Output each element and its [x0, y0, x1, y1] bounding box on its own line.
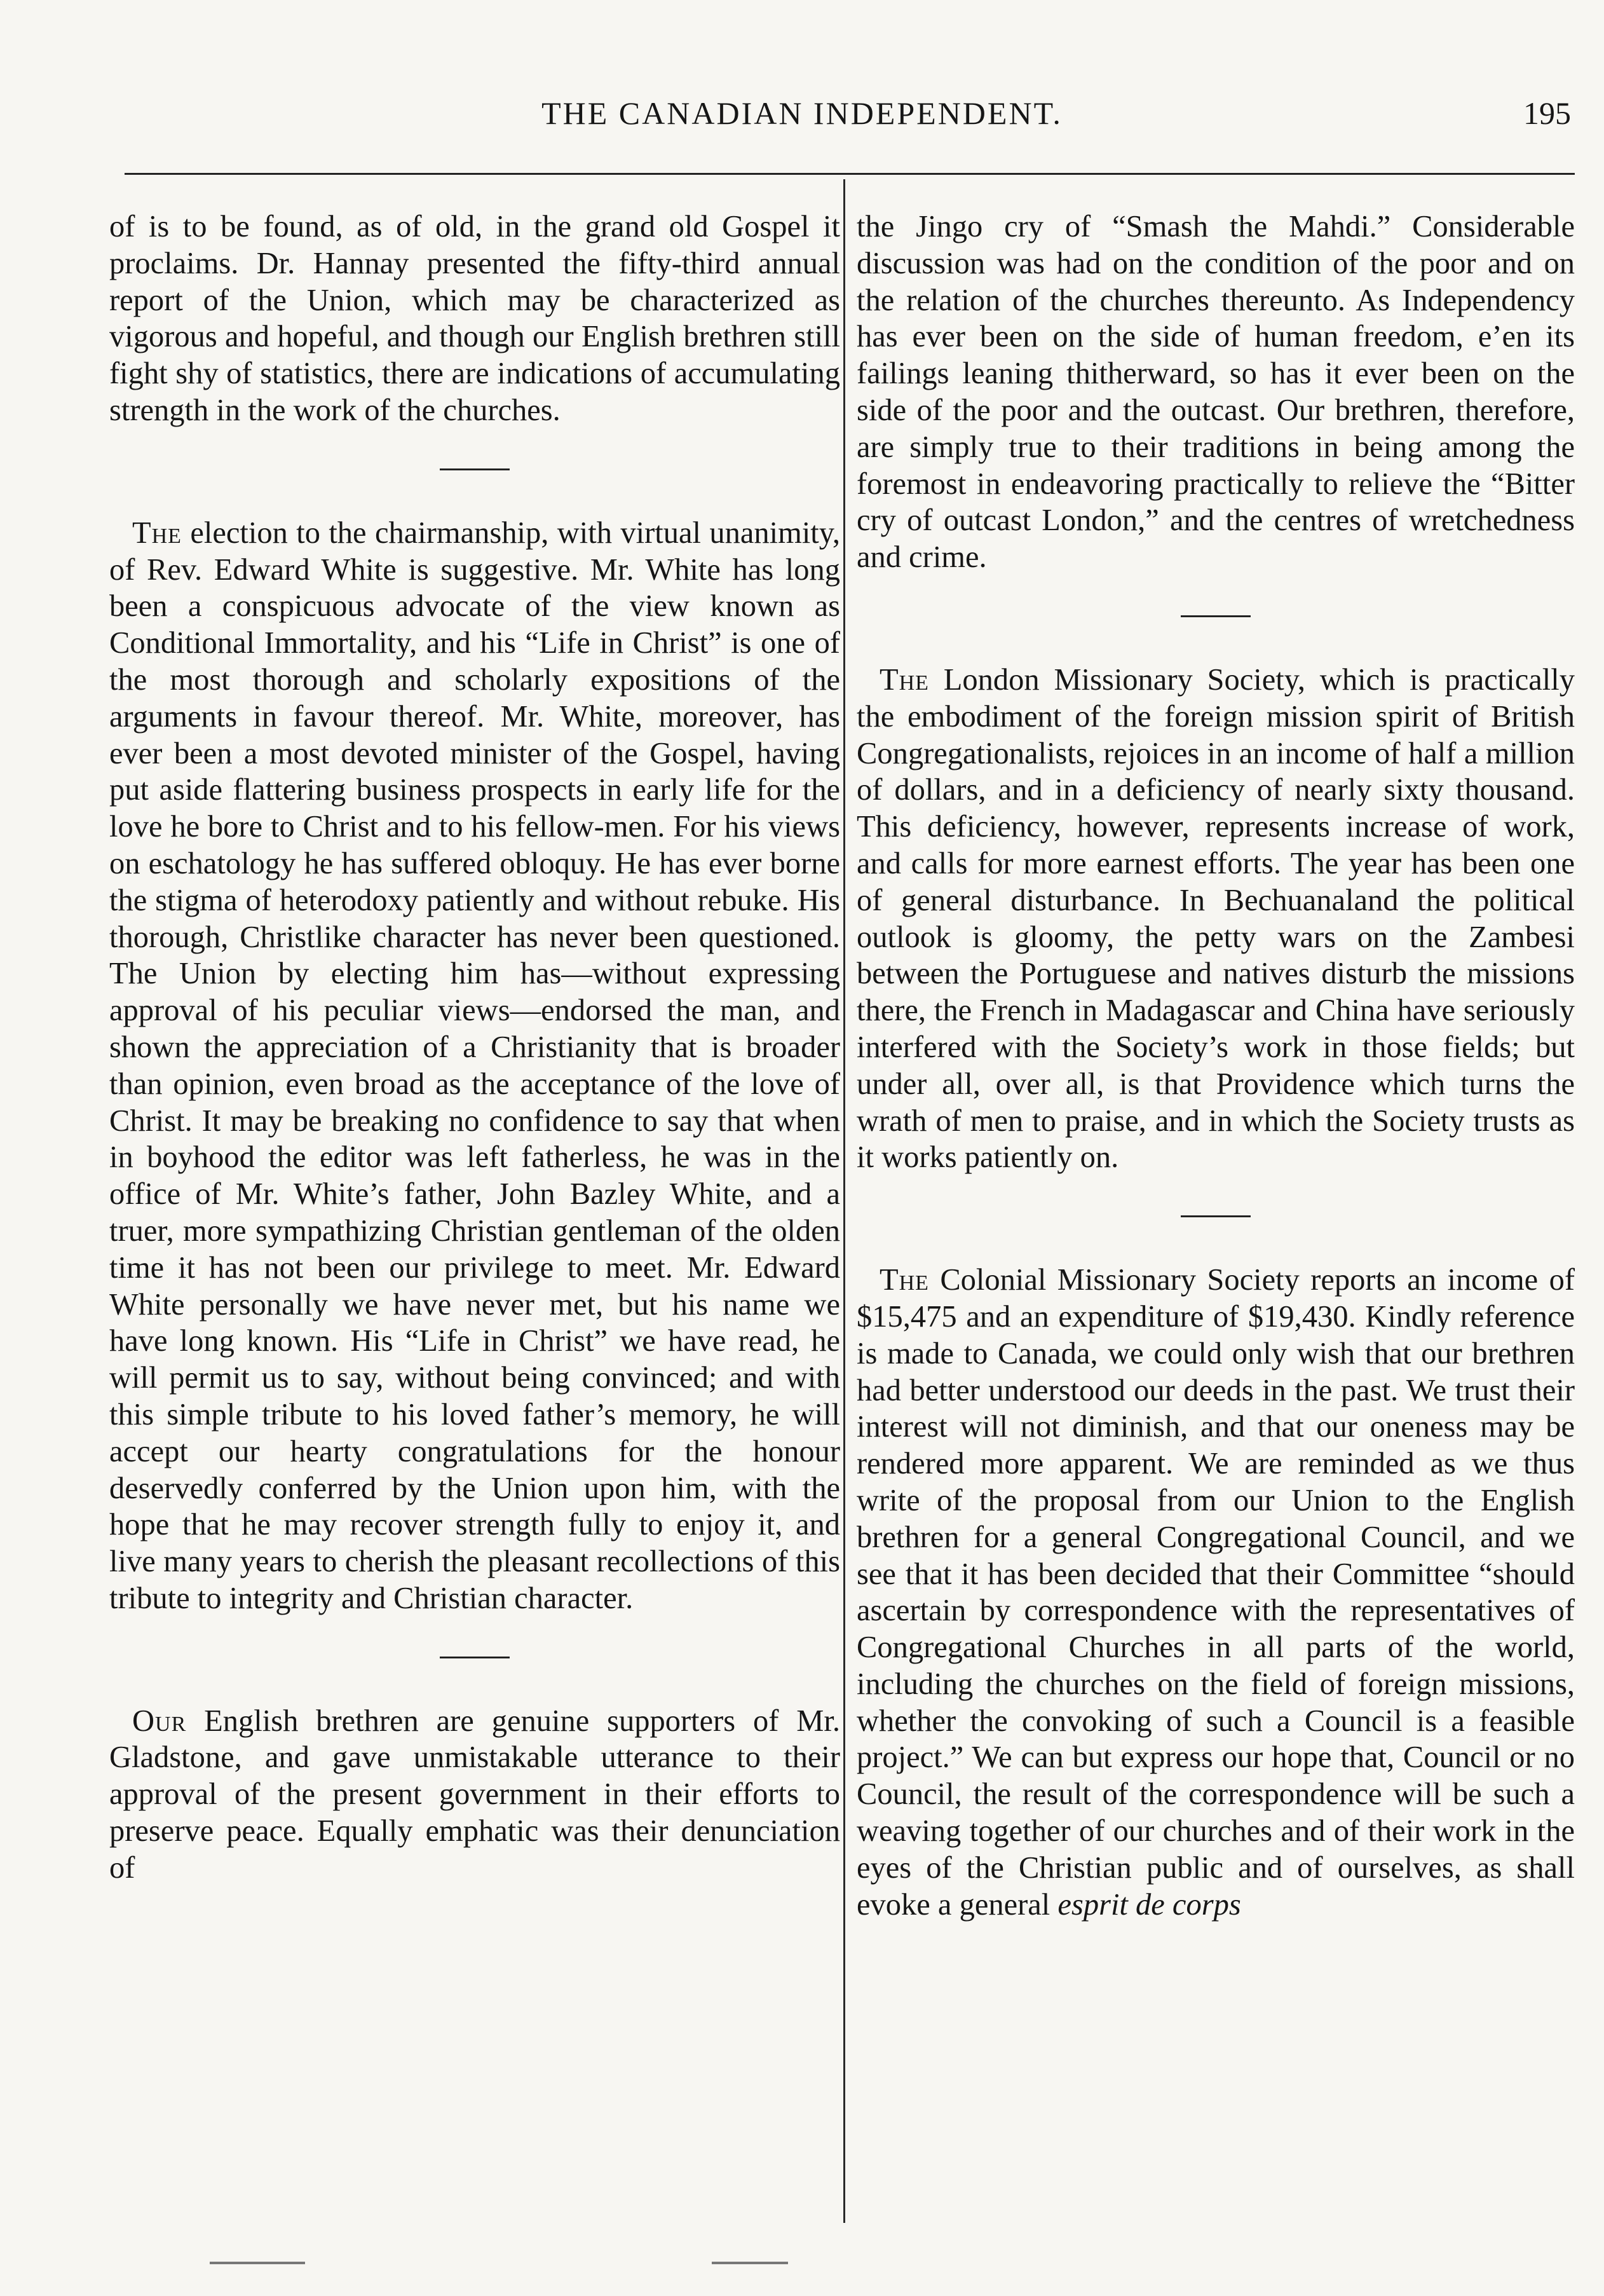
section-break: [440, 1657, 510, 1658]
left-paragraph-2: [109, 515, 840, 1617]
bottom-print-fragment: [210, 2262, 305, 2264]
section-break: [1181, 1215, 1251, 1217]
left-paragraph-1: [109, 208, 840, 429]
right-paragraph-3-text: Colonial Missionary Society reports an income of $15,475 and an expenditure of $19,430. Kindly reference is made to Canada, we could only wish that our brethren had better understood our deeds in the past. We trust their interest will not diminish, and that our oneness may be rendered more apparent. We are reminded as we thus write of the proposal from our Union to the English brethren for a general Congregational Council, and we see that it has been decided that their Committee “should ascertain by correspondence with the representatives of Congregational Churches in all parts of the world, including the churches on the field of foreign missions, whether the convoking of such a Council is a feasible project.” We can but express our hope that, Council or no Council, the result of the correspondence will be such a weaving together of our churches and of their work in the eyes of the Christian public and of ourselves, as shall evoke a general: [857, 1263, 1575, 1922]
section-break: [440, 468, 510, 470]
left-paragraph-2-text: election to the chairmanship, with virtual unanimity, of Rev. Edward White is suggestive. Mr. White has long been a conspicuous advocate of the view known as Conditional Immortality, and his “Life in Christ” is one of the most thorough and scholarly expositions of the arguments in favour thereof. Mr. White, moreover, has ever been a most devoted minister of the Gospel, having put aside flattering business prospects in early life for the love he bore to Christ and to his fellow-men. For his views on eschatology he has suffered obloquy. He has ever borne the stigma of heterodoxy patiently and without rebuke. His thorough, Christlike character has never been questioned. The Union by electing him has—without expressing approval of his peculiar views—endorsed the man, and shown the appreciation of a Christianity that is broader than opinion, even broad as the acceptance of the love of Christ. It may be breaking no confidence to say that when in boyhood the editor was left fatherless, he was in the office of Mr. White’s father, John Bazley White, and a truer, more sympathizing Christian gentleman of the olden time it has not been our privilege to meet. Mr. Edward White personally we have never met, but his name we have long known. His “Life in Christ” we have read, he will permit us to say, without being convinced; and with this simple tribute to his loved father’s memory, he will accept our hearty congratulations for the honour deservedly conferred by the Union upon him, with the hope that he may recover strength fully to enjoy it, and live many years to cherish the pleasant recollections of this tribute to integrity and Christian character.: [109, 516, 840, 1615]
bottom-print-fragment: [712, 2262, 788, 2264]
left-paragraph-2-lead: The: [132, 516, 182, 550]
left-paragraph-3: [109, 1703, 840, 1887]
page-number: 195: [1523, 95, 1571, 131]
running-title: THE CANADIAN INDEPENDENT.: [541, 95, 1063, 131]
right-paragraph-1-text: the Jingo cry of “Smash the Mahdi.” Considerable discussion was had on the condition of the poor and on the relation of the churches thereunto. As Independency has ever been on the side of human freedom, e’en its failings leaning thitherward, so has it ever been on the side of the poor and the outcast. Our brethren, therefore, are simply true to their traditions in being among the foremost in endeavoring practically to relieve the “Bitter cry of outcast London,” and the centres of wretchedness and crime.: [857, 210, 1575, 575]
left-column: [109, 208, 840, 1887]
column-divider: [843, 179, 845, 2223]
right-paragraph-2-lead: The: [880, 662, 929, 697]
left-paragraph-3-text: English brethren are genuine supporters of Mr. Gladstone, and gave unmistakable utterance to their approval of the present government in their efforts to preserve peace. Equally emphatic was their denunciation of: [109, 1704, 840, 1885]
header-rule: [125, 173, 1575, 175]
right-paragraph-2: [857, 662, 1575, 1176]
right-paragraph-3-italic: esprit de corps: [1057, 1887, 1241, 1922]
section-break: [1181, 615, 1251, 617]
right-paragraph-3-lead: The: [880, 1263, 929, 1297]
right-paragraph-2-text: London Missionary Society, which is practically the embodiment of the foreign mission spirit of British Congregationalists, rejoices in an income of half a million of dollars, and in a deficiency of nearly sixty thousand. This deficiency, however, represents increase of work, and calls for more earnest efforts. The year has been one of general disturbance. In Bechuanaland the political outlook is gloomy, the petty wars on the Zambesi between the Portuguese and natives disturb the missions there, the French in Madagascar and China have seriously interfered with the Society’s work in those fields; but under all, over all, is that Providence which turns the wrath of men to praise, and in which the Society trusts as it works patiently on.: [857, 662, 1575, 1175]
right-paragraph-3: [857, 1262, 1575, 1923]
left-paragraph-3-lead: Our: [132, 1704, 187, 1738]
right-paragraph-1: [857, 208, 1575, 576]
right-column: [857, 208, 1575, 1923]
left-paragraph-1-text: of is to be found, as of old, in the grand old Gospel it proclaims. Dr. Hannay presented the fifty-third annual report of the Union, which may be characterized as vigorous and hopeful, and though our English brethren still fight shy of statistics, there are indications of accumulating strength in the work of the churches.: [109, 210, 840, 427]
